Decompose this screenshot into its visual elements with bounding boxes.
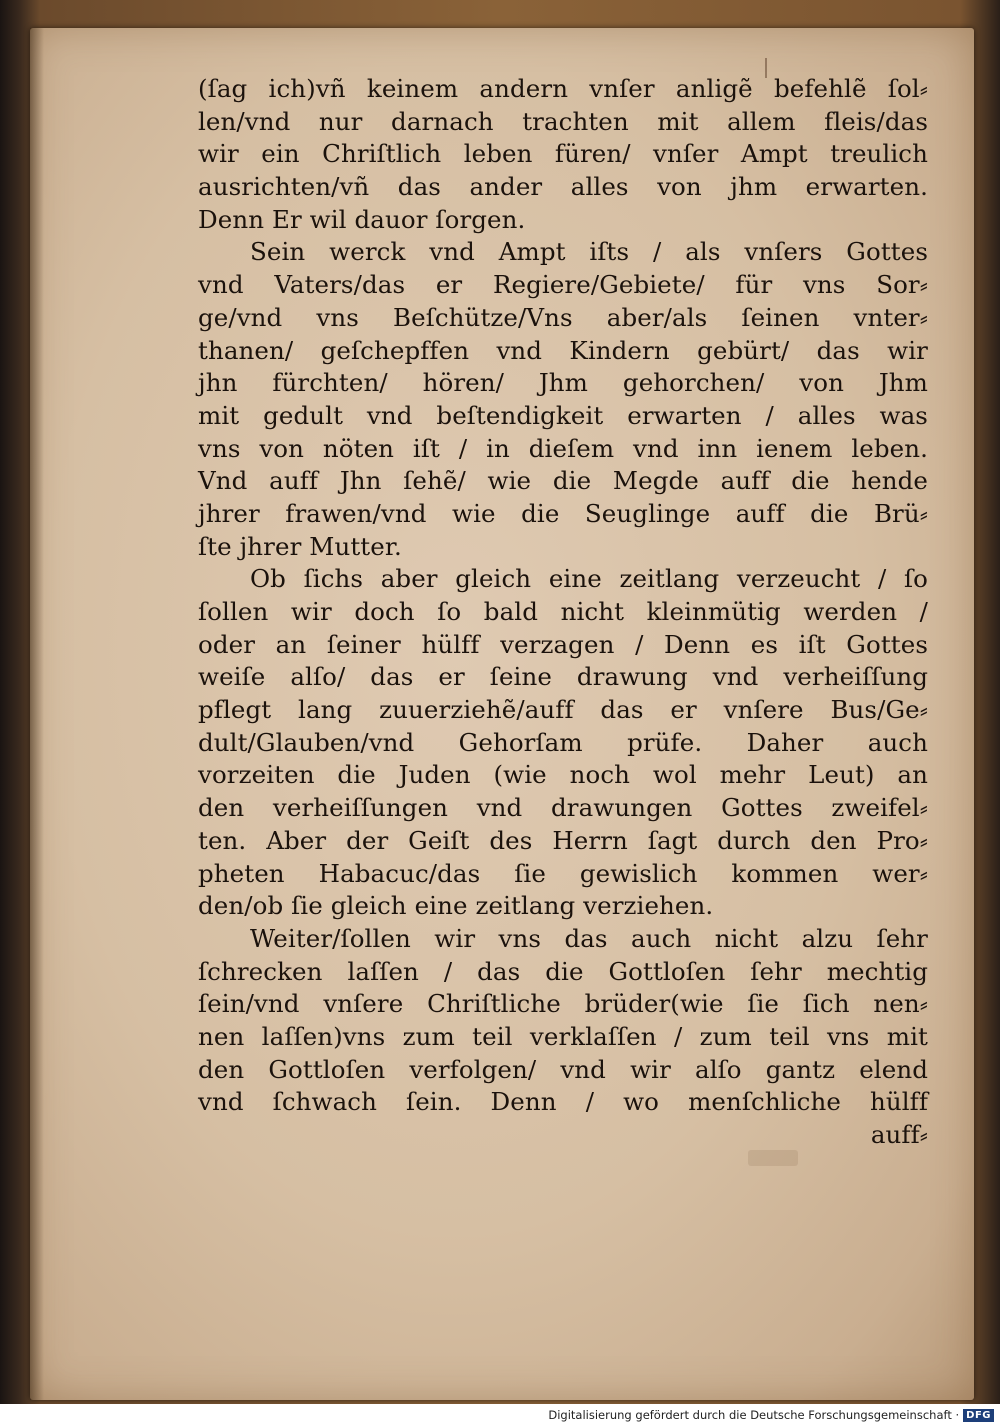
digitization-footer	[0, 1404, 1000, 1426]
text-line: mit gedult vnd beſtendigkeit erwarten / alles was	[198, 400, 928, 430]
text-line: len/vnd nur darnach trachten mit allem fleis/das	[198, 106, 928, 136]
show-through-stain	[748, 1150, 798, 1166]
text-line: pflegt lang zuuerziehẽ/auff das er vnſere Bus/Ge⸗	[198, 695, 928, 725]
text-line: ge/vnd vns Beſchütze/Vns aber/als ſeinen vnter⸗	[198, 302, 928, 332]
text-line: ſchrecken laſſen / das die Gottloſen ſehr mechtig	[198, 956, 928, 986]
text-line: weiſe alſo/ das er ſeine drawung vnd verheiſſung	[198, 662, 928, 692]
text-line: wir ein Chriſtlich leben füren/ vnſer Ampt treulich	[198, 139, 928, 169]
text-line: ausrichten/vñ das ander alles von jhm erwarten.	[198, 172, 928, 202]
footer-credit-text: Digitalisierung gefördert durch die Deutsche Forschungsgemeinschaft	[548, 1408, 952, 1422]
dfg-logo: DFG	[963, 1409, 994, 1422]
text-line: nen laſſen)vns zum teil verklaſſen / zum teil vns mit	[198, 1021, 928, 1051]
text-line: ten. Aber der Geiſt des Herrn ſagt durch den Pro⸗	[198, 825, 928, 855]
text-line: vnd Vaters/das er Regiere/Gebiete/ für vns Sor⸗	[198, 270, 928, 300]
paragraph-start-line: Weiter/ſollen wir vns das auch nicht alzu ſehr	[250, 923, 928, 953]
page-gutter-shadow	[30, 28, 44, 1400]
text-line: den/ob ſie gleich eine zeitlang verziehen.	[198, 891, 714, 921]
text-line: Vnd auff Jhn ſehẽ/ wie die Megde auff die hende	[198, 466, 928, 496]
text-line: ſte jhrer Mutter.	[198, 531, 402, 561]
text-line: vns von nöten iſt / in dieſem vnd inn ienem leben.	[198, 433, 928, 463]
text-line: dult/Glauben/vnd Gehorſam prüfe. Daher auch	[198, 727, 928, 757]
catchword: auff⸗	[870, 1120, 928, 1149]
footer-separator: ·	[951, 1408, 960, 1422]
text-block	[198, 73, 928, 1152]
paragraph-start-line: Sein werck vnd Ampt iſts / als vnſers Gottes	[250, 237, 928, 267]
text-line: oder an ſeiner hülff verzagen / Denn es iſt Gottes	[198, 629, 928, 659]
text-line: den Gottloſen verfolgen/ vnd wir alſo gantz elend	[198, 1054, 928, 1084]
text-line: vorzeiten die Juden (wie noch wol mehr Leut) an	[198, 760, 928, 790]
text-line: jhn fürchten/ hören/ Jhm gehorchen/ von Jhm	[198, 368, 928, 398]
text-line: ſein/vnd vnſere Chriſtliche brüder(wie ſie ſich nen⸗	[198, 989, 928, 1019]
text-line: den verheiſſungen vnd drawungen Gottes zweifel⸗	[198, 793, 928, 823]
text-line: jhrer frawen/vnd wie die Seuglinge auff die Brü⸗	[198, 498, 928, 528]
text-line: ſollen wir doch ſo bald nicht kleinmütig werden /	[198, 597, 928, 626]
text-line: Denn Er wil dauor ſorgen.	[198, 204, 526, 234]
text-line: (ſag ich)vñ keinem andern vnſer anligẽ befehlẽ ſol⸗	[198, 74, 928, 103]
text-line: thanen/ geſchepffen vnd Kindern gebürt/ das wir	[198, 335, 928, 365]
paragraph-start-line: Ob ſichs aber gleich eine zeitlang verzeucht / ſo	[250, 564, 928, 594]
text-line: vnd ſchwach ſein. Denn / wo menſchliche hülff	[198, 1087, 928, 1117]
text-line: pheten Habacuc/das ſie gewislich kommen wer⸗	[198, 858, 928, 888]
